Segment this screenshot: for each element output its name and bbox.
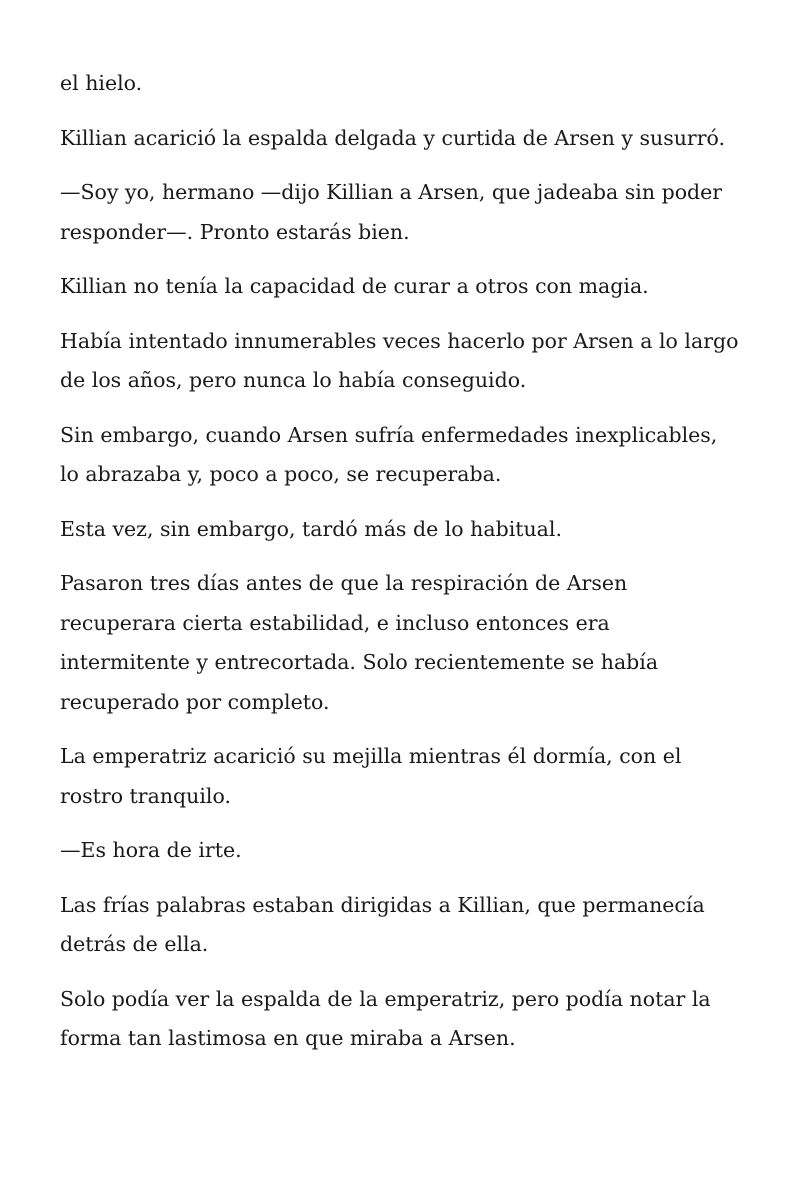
paragraph: Sin embargo, cuando Arsen sufría enfermedades inexplicables, lo abrazaba y, poco a poco, se recuperaba. <box>60 422 718 486</box>
paragraph: La emperatriz acarició su mejilla mientras él dormía, con el rostro tranquilo. <box>60 744 682 808</box>
paragraph: —Es hora de irte. <box>60 838 242 862</box>
paragraph: Pasaron tres días antes de que la respiración de Arsen recuperara cierta estabilidad, e incluso entonces era intermitente y entrecortada. Solo recientemente se había recuperado por completo. <box>60 571 659 714</box>
paragraph: Killian no tenía la capacidad de curar a otros con magia. <box>60 274 649 298</box>
paragraph: Esta vez, sin embargo, tardó más de lo habitual. <box>60 516 562 541</box>
paragraph: Solo podía ver la espalda de la emperatriz, pero podía notar la forma tan lastimosa en que miraba a Arsen. <box>60 986 711 1050</box>
paragraph: el hielo. <box>60 71 143 95</box>
paragraph: —Soy yo, hermano —dijo Killian a Arsen, que jadeaba sin poder responder—. Pronto estarás bien. <box>60 180 723 244</box>
paragraph: Las frías palabras estaban dirigidas a Killian, que permanecía detrás de ella. <box>60 892 705 956</box>
paragraph: Killian acarició la espalda delgada y curtida de Arsen y susurró. <box>60 125 726 150</box>
paragraph: Había intentado innumerables veces hacerlo por Arsen a lo largo de los años, pero nunca lo había conseguido. <box>60 328 739 392</box>
